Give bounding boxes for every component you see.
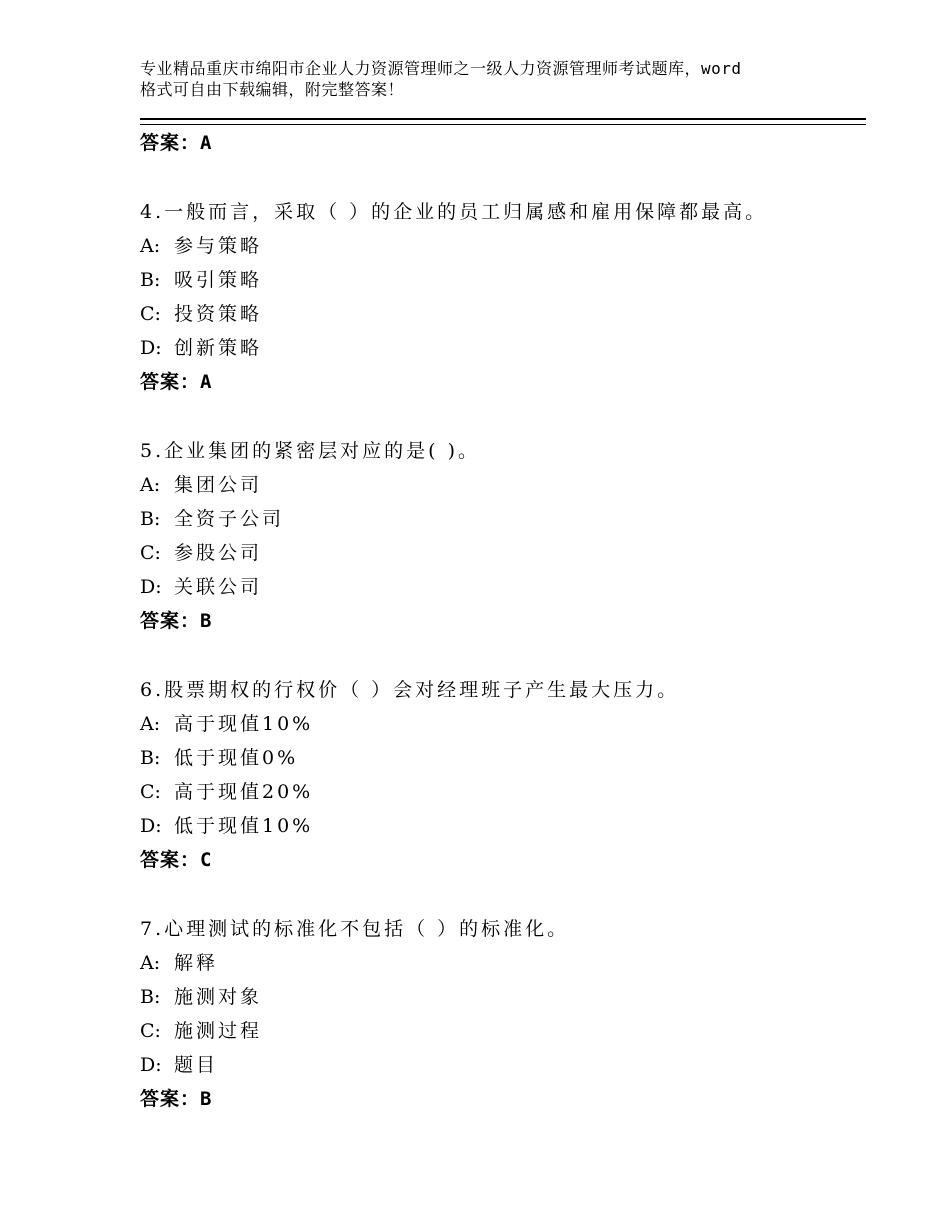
option-text: 全资子公司 — [174, 508, 285, 530]
answer-value: C — [200, 849, 213, 871]
option-letter: B: — [140, 986, 161, 1008]
answer-label: 答案： — [140, 849, 201, 871]
question-list — [140, 126, 860, 1116]
answer-value: A — [200, 132, 213, 154]
option-letter: B: — [140, 269, 161, 291]
option-letter: A: — [140, 952, 161, 974]
spacer — [140, 160, 860, 195]
option-text: 题目 — [174, 1054, 219, 1076]
question-text: 5.企业集团的紧密层对应的是( )。 — [140, 440, 480, 462]
option-c — [140, 1014, 860, 1048]
option-d — [140, 331, 860, 365]
option-letter: B: — [140, 747, 161, 769]
header-line-2: 格式可自由下载编辑，附完整答案！ — [140, 80, 405, 99]
option-c — [140, 536, 860, 570]
question-text: 4.一般而言，采取（ ）的企业的员工归属感和雇用保障都最高。 — [140, 201, 768, 223]
option-letter: D: — [140, 815, 162, 837]
document-header — [140, 58, 840, 100]
option-letter: A: — [140, 474, 161, 496]
option-text: 集团公司 — [174, 474, 263, 496]
option-b — [140, 741, 860, 775]
option-b — [140, 263, 860, 297]
question-text: 6.股票期权的行权价（ ）会对经理班子产生最大压力。 — [140, 679, 680, 701]
answer-line — [140, 126, 860, 160]
spacer — [140, 399, 860, 434]
option-b — [140, 502, 860, 536]
answer-line — [140, 1082, 860, 1116]
option-letter: A: — [140, 235, 161, 257]
option-text: 低于现值10% — [174, 815, 314, 837]
answer-line — [140, 843, 860, 877]
option-letter: B: — [140, 508, 161, 530]
option-text: 吸引策略 — [174, 269, 263, 291]
answer-label: 答案： — [140, 132, 201, 154]
option-a — [140, 468, 860, 502]
option-text: 高于现值10% — [174, 713, 314, 735]
answer-label: 答案： — [140, 1088, 201, 1110]
option-text: 参与策略 — [174, 235, 263, 257]
option-text: 创新策略 — [174, 337, 263, 359]
option-letter: D: — [140, 576, 162, 598]
option-text: 施测过程 — [174, 1020, 263, 1042]
answer-label: 答案： — [140, 610, 201, 632]
option-text: 投资策略 — [174, 303, 263, 325]
option-letter: D: — [140, 1054, 162, 1076]
option-letter: D: — [140, 337, 162, 359]
option-letter: C: — [140, 303, 161, 325]
answer-value: B — [200, 1088, 213, 1110]
answer-line — [140, 604, 860, 638]
answer-line — [140, 365, 860, 399]
option-b — [140, 980, 860, 1014]
answer-label: 答案： — [140, 371, 201, 393]
option-a — [140, 229, 860, 263]
option-d — [140, 570, 860, 604]
option-c — [140, 775, 860, 809]
option-c — [140, 297, 860, 331]
answer-value: A — [200, 371, 213, 393]
option-letter: C: — [140, 542, 161, 564]
header-line-1: 专业精品重庆市绵阳市企业人力资源管理师之一级人力资源管理师考试题库，word — [140, 59, 742, 78]
option-letter: C: — [140, 781, 161, 803]
spacer — [140, 877, 860, 912]
option-a — [140, 707, 860, 741]
option-text: 施测对象 — [174, 986, 263, 1008]
question-text: 7.心理测试的标准化不包括（ ）的标准化。 — [140, 918, 570, 940]
option-text: 关联公司 — [174, 576, 263, 598]
option-d — [140, 809, 860, 843]
option-letter: C: — [140, 1020, 161, 1042]
option-d — [140, 1048, 860, 1082]
option-text: 高于现值20% — [174, 781, 314, 803]
option-text: 低于现值0% — [174, 747, 299, 769]
option-letter: A: — [140, 713, 161, 735]
header-divider — [140, 118, 866, 125]
option-text: 解释 — [174, 952, 219, 974]
spacer — [140, 638, 860, 673]
option-a — [140, 946, 860, 980]
answer-value: B — [200, 610, 213, 632]
option-text: 参股公司 — [174, 542, 263, 564]
